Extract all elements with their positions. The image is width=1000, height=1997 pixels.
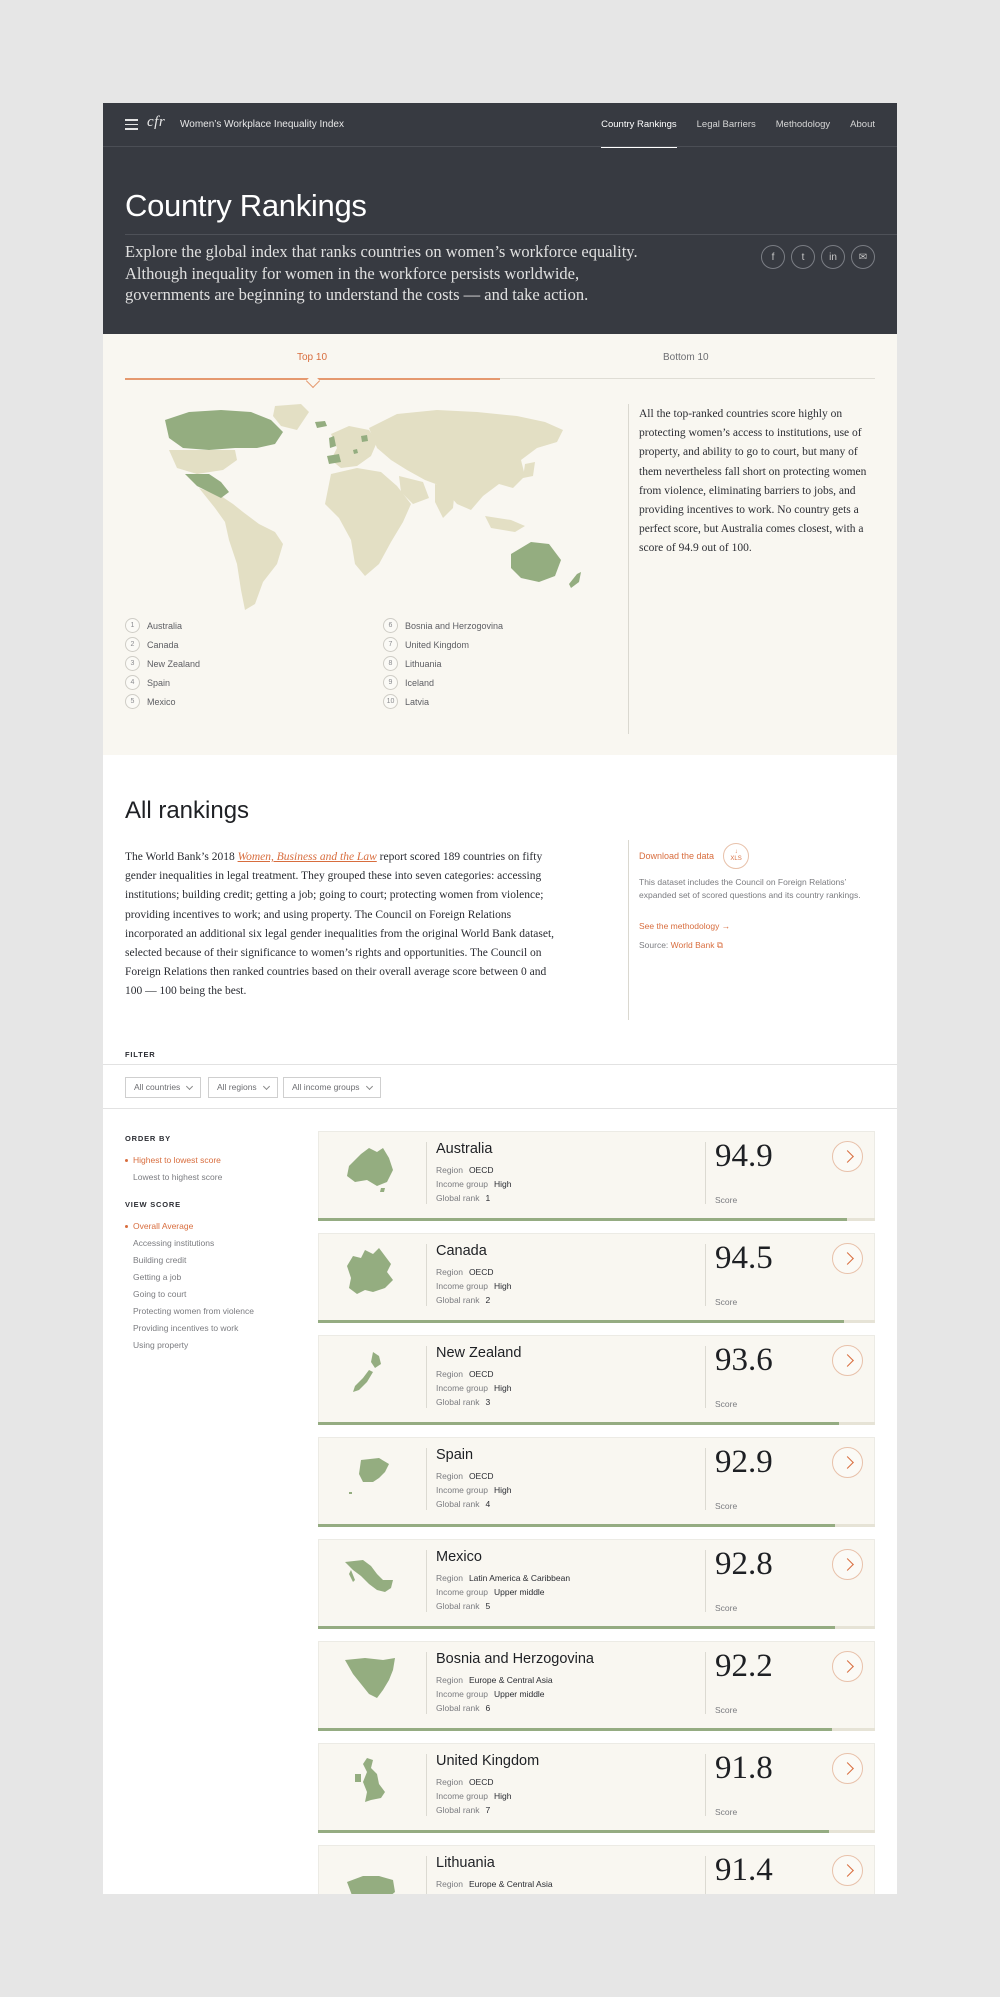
score-label: Score (715, 1705, 738, 1715)
score-label: Score (715, 1297, 738, 1307)
ranking-tabs (125, 334, 875, 379)
view-score-label: VIEW SCORE (125, 1200, 181, 1209)
cfr-logo[interactable]: cfr (147, 114, 166, 130)
country-rank: Global rank 6 (436, 1703, 491, 1713)
tab-top-10[interactable]: Top 10 (297, 352, 328, 363)
download-data-button[interactable]: Download the data ↓ XLS (639, 843, 749, 869)
country-score: 93.6 (715, 1342, 773, 1378)
new-zealand-shape-icon (343, 1348, 398, 1398)
source-link[interactable]: World Bank (670, 940, 715, 950)
country-score: 91.4 (715, 1852, 773, 1888)
chevron-right-icon[interactable] (832, 1549, 863, 1580)
score-bar-fill (318, 1422, 839, 1425)
country-score: 94.5 (715, 1240, 773, 1276)
country-card[interactable] (318, 1131, 875, 1221)
country-rank: Global rank 7 (436, 1805, 491, 1815)
score-bar (318, 1218, 875, 1221)
score-bar-fill (318, 1524, 835, 1527)
country-rank: Global rank 4 (436, 1499, 491, 1509)
country-name: Mexico (436, 1549, 482, 1565)
country-name: United Kingdom (436, 1753, 540, 1769)
country-income: Income group High (436, 1179, 512, 1189)
external-link-icon[interactable]: ⧉ (716, 940, 723, 950)
nav-about[interactable]: About (850, 119, 875, 130)
score-bar (318, 1524, 875, 1527)
region-select[interactable]: All regions (208, 1077, 278, 1098)
score-label: Score (715, 1501, 738, 1511)
score-label: Score (715, 1399, 738, 1409)
country-region: Region OECD (436, 1471, 494, 1481)
country-rank: Global rank 3 (436, 1397, 491, 1407)
top-10-list (125, 618, 625, 728)
chevron-right-icon[interactable] (832, 1855, 863, 1886)
country-region: Region OECD (436, 1267, 494, 1277)
country-card[interactable] (318, 1437, 875, 1527)
tab-bottom-10[interactable]: Bottom 10 (663, 352, 709, 363)
country-score: 91.8 (715, 1750, 773, 1786)
all-rankings-description: The World Bank’s 2018 Women, Business and the Law report scored 189 countries on fifty gender inequalities in legal treatment. They grouped these into seven categories: accessing institutions; building credit; getting a job; going to court; protecting women from violence; providing incentives to work; and using property. The Council on Foreign Relations incorporated an additional six legal gender inequalities from the original World Bank dataset, selected because of their significance to women’s rights and opportunities. The Council on Foreign Relations then ranked countries based on their overall average score between 0 and 100 — 100 being the best. (125, 851, 555, 998)
country-name: Australia (436, 1141, 493, 1157)
order-lowest-option[interactable]: Lowest to highest score (133, 1172, 223, 1182)
download-note: This dataset includes the Council on Foreign Relations’ expanded set of scored questions and its country rankings. (639, 877, 861, 900)
score-bar (318, 1728, 875, 1731)
country-card[interactable] (318, 1743, 875, 1833)
country-rank: Global rank 2 (436, 1295, 491, 1305)
chevron-right-icon[interactable] (832, 1447, 863, 1478)
view-getting-a-job[interactable]: Getting a job (133, 1272, 182, 1282)
united-kingdom-shape-icon (343, 1756, 398, 1806)
country-score: 92.8 (715, 1546, 773, 1582)
filter-label: FILTER (125, 1050, 156, 1059)
country-name: Spain (436, 1447, 474, 1463)
country-score: 94.9 (715, 1138, 773, 1174)
score-label: Score (715, 1195, 738, 1205)
list-item[interactable]: 4 Spain (125, 675, 170, 690)
country-income: Income group High (436, 1791, 512, 1801)
nav-legal-barriers[interactable]: Legal Barriers (696, 119, 756, 130)
score-bar (318, 1320, 875, 1323)
top-bottom-section (103, 334, 897, 755)
share-buttons (761, 245, 875, 269)
all-rankings-title: All rankings (125, 797, 250, 824)
list-item[interactable]: 2 Canada (125, 637, 179, 652)
spain-shape-icon (343, 1450, 398, 1500)
country-card[interactable] (318, 1845, 875, 1894)
country-region: Region Europe & Central Asia (436, 1879, 553, 1889)
vertical-divider (628, 840, 629, 1020)
list-item[interactable]: 1 Australia (125, 618, 182, 633)
chevron-right-icon[interactable] (832, 1345, 863, 1376)
linkedin-icon[interactable]: in (821, 245, 845, 269)
chevron-right-icon[interactable] (832, 1243, 863, 1274)
country-region: Region OECD (436, 1165, 494, 1175)
country-name: Bosnia and Herzogovina (436, 1651, 594, 1667)
score-bar-fill (318, 1218, 847, 1221)
chevron-right-icon[interactable] (832, 1753, 863, 1784)
header (103, 103, 897, 334)
view-going-to-court[interactable]: Going to court (133, 1289, 187, 1299)
list-item[interactable]: 10 Latvia (383, 694, 429, 709)
lithuania-shape-icon (343, 1858, 398, 1894)
email-icon[interactable]: ✉ (851, 245, 875, 269)
country-name: New Zealand (436, 1345, 522, 1361)
score-bar-fill (318, 1728, 832, 1731)
country-name: Canada (436, 1243, 487, 1259)
order-by-label: ORDER BY (125, 1134, 171, 1143)
top-navigation-bar (103, 103, 897, 147)
twitter-icon[interactable]: t (791, 245, 815, 269)
view-accessing-institutions[interactable]: Accessing institutions (133, 1238, 215, 1248)
score-bar (318, 1626, 875, 1629)
methodology-link[interactable]: See the methodology → (639, 921, 731, 931)
score-bar-fill (318, 1830, 829, 1833)
country-score: 92.9 (715, 1444, 773, 1480)
view-using-property[interactable]: Using property (133, 1340, 189, 1350)
site-title[interactable]: Women’s Workplace Inequality Index (180, 119, 344, 130)
page (103, 103, 897, 1894)
bosnia-shape-icon (343, 1654, 398, 1704)
country-income: Income group High (436, 1281, 512, 1291)
score-bar-fill (318, 1320, 844, 1323)
score-bar-fill (318, 1626, 835, 1629)
order-highest-option[interactable]: Highest to lowest score (133, 1155, 221, 1165)
list-item[interactable]: 9 Iceland (383, 675, 434, 690)
intro-text: Explore the global index that ranks countries on women’s workforce equality. Although inequality for women in the workforce persists worldwide, governments are beginning to understand the costs — and take action. (125, 242, 638, 304)
nav-country-rankings[interactable]: Country Rankings (601, 103, 677, 147)
country-card[interactable] (318, 1233, 875, 1323)
menu-icon[interactable] (125, 119, 138, 130)
active-tab-caret (306, 374, 320, 388)
chevron-right-icon[interactable] (832, 1141, 863, 1172)
score-label: Score (715, 1807, 738, 1817)
country-region: Region OECD (436, 1777, 494, 1787)
list-item[interactable]: 8 Lithuania (383, 656, 442, 671)
income-select[interactable]: All income groups (283, 1077, 381, 1098)
country-card[interactable] (318, 1335, 875, 1425)
view-protecting-women[interactable]: Protecting women from violence (133, 1306, 254, 1316)
country-select[interactable]: All countries (125, 1077, 201, 1098)
nav-methodology[interactable]: Methodology (775, 119, 831, 130)
list-item[interactable]: 5 Mexico (125, 694, 176, 709)
australia-shape-icon (343, 1144, 398, 1194)
country-income: Income group Upper middle (436, 1587, 545, 1597)
view-providing-incentives[interactable]: Providing incentives to work (133, 1323, 239, 1333)
facebook-icon[interactable]: f (761, 245, 785, 269)
country-rank: Global rank 1 (436, 1193, 491, 1203)
country-income: Income group Upper middle (436, 1689, 545, 1699)
country-income: Income group High (436, 1485, 512, 1495)
list-item[interactable]: 3 New Zealand (125, 656, 200, 671)
view-overall-average[interactable]: Overall Average (133, 1221, 194, 1231)
country-name: Lithuania (436, 1855, 495, 1871)
list-item[interactable]: 7 United Kingdom (383, 637, 469, 652)
score-bar (318, 1830, 875, 1833)
report-link[interactable]: Women, Business and the Law (237, 851, 377, 863)
country-card[interactable] (318, 1539, 875, 1629)
country-card[interactable] (318, 1641, 875, 1731)
header-divider (125, 234, 897, 235)
country-region: Region Latin America & Caribbean (436, 1573, 571, 1583)
canada-shape-icon (343, 1246, 398, 1296)
main-nav (581, 103, 875, 147)
top-10-description: All the top-ranked countries score highly on protecting women’s access to institutions, use of property, and ability to go to court, but many of them nevertheless fall short on protecting women from violence, eliminating barriers to jobs, and providing incentives to work. No country gets a perfect score, but Australia comes closest, with a score of 94.9 out of 100. (639, 408, 867, 555)
page-title: Country Rankings (125, 188, 367, 223)
filter-bar (103, 1064, 897, 1109)
country-rank: Global rank 5 (436, 1601, 491, 1611)
score-bar (318, 1422, 875, 1425)
country-income: Income group High (436, 1383, 512, 1393)
download-xls-icon: ↓ XLS (723, 843, 749, 869)
view-building-credit[interactable]: Building credit (133, 1255, 187, 1265)
mexico-shape-icon (343, 1552, 398, 1602)
country-score: 92.2 (715, 1648, 773, 1684)
vertical-divider (628, 404, 629, 734)
country-region: Region OECD (436, 1369, 494, 1379)
chevron-right-icon[interactable] (832, 1651, 863, 1682)
world-map (125, 404, 595, 614)
list-item[interactable]: 6 Bosnia and Herzogovina (383, 618, 503, 633)
country-region: Region Europe & Central Asia (436, 1675, 553, 1685)
score-label: Score (715, 1603, 738, 1613)
source-line: Source: World Bank ⧉ (639, 940, 723, 950)
